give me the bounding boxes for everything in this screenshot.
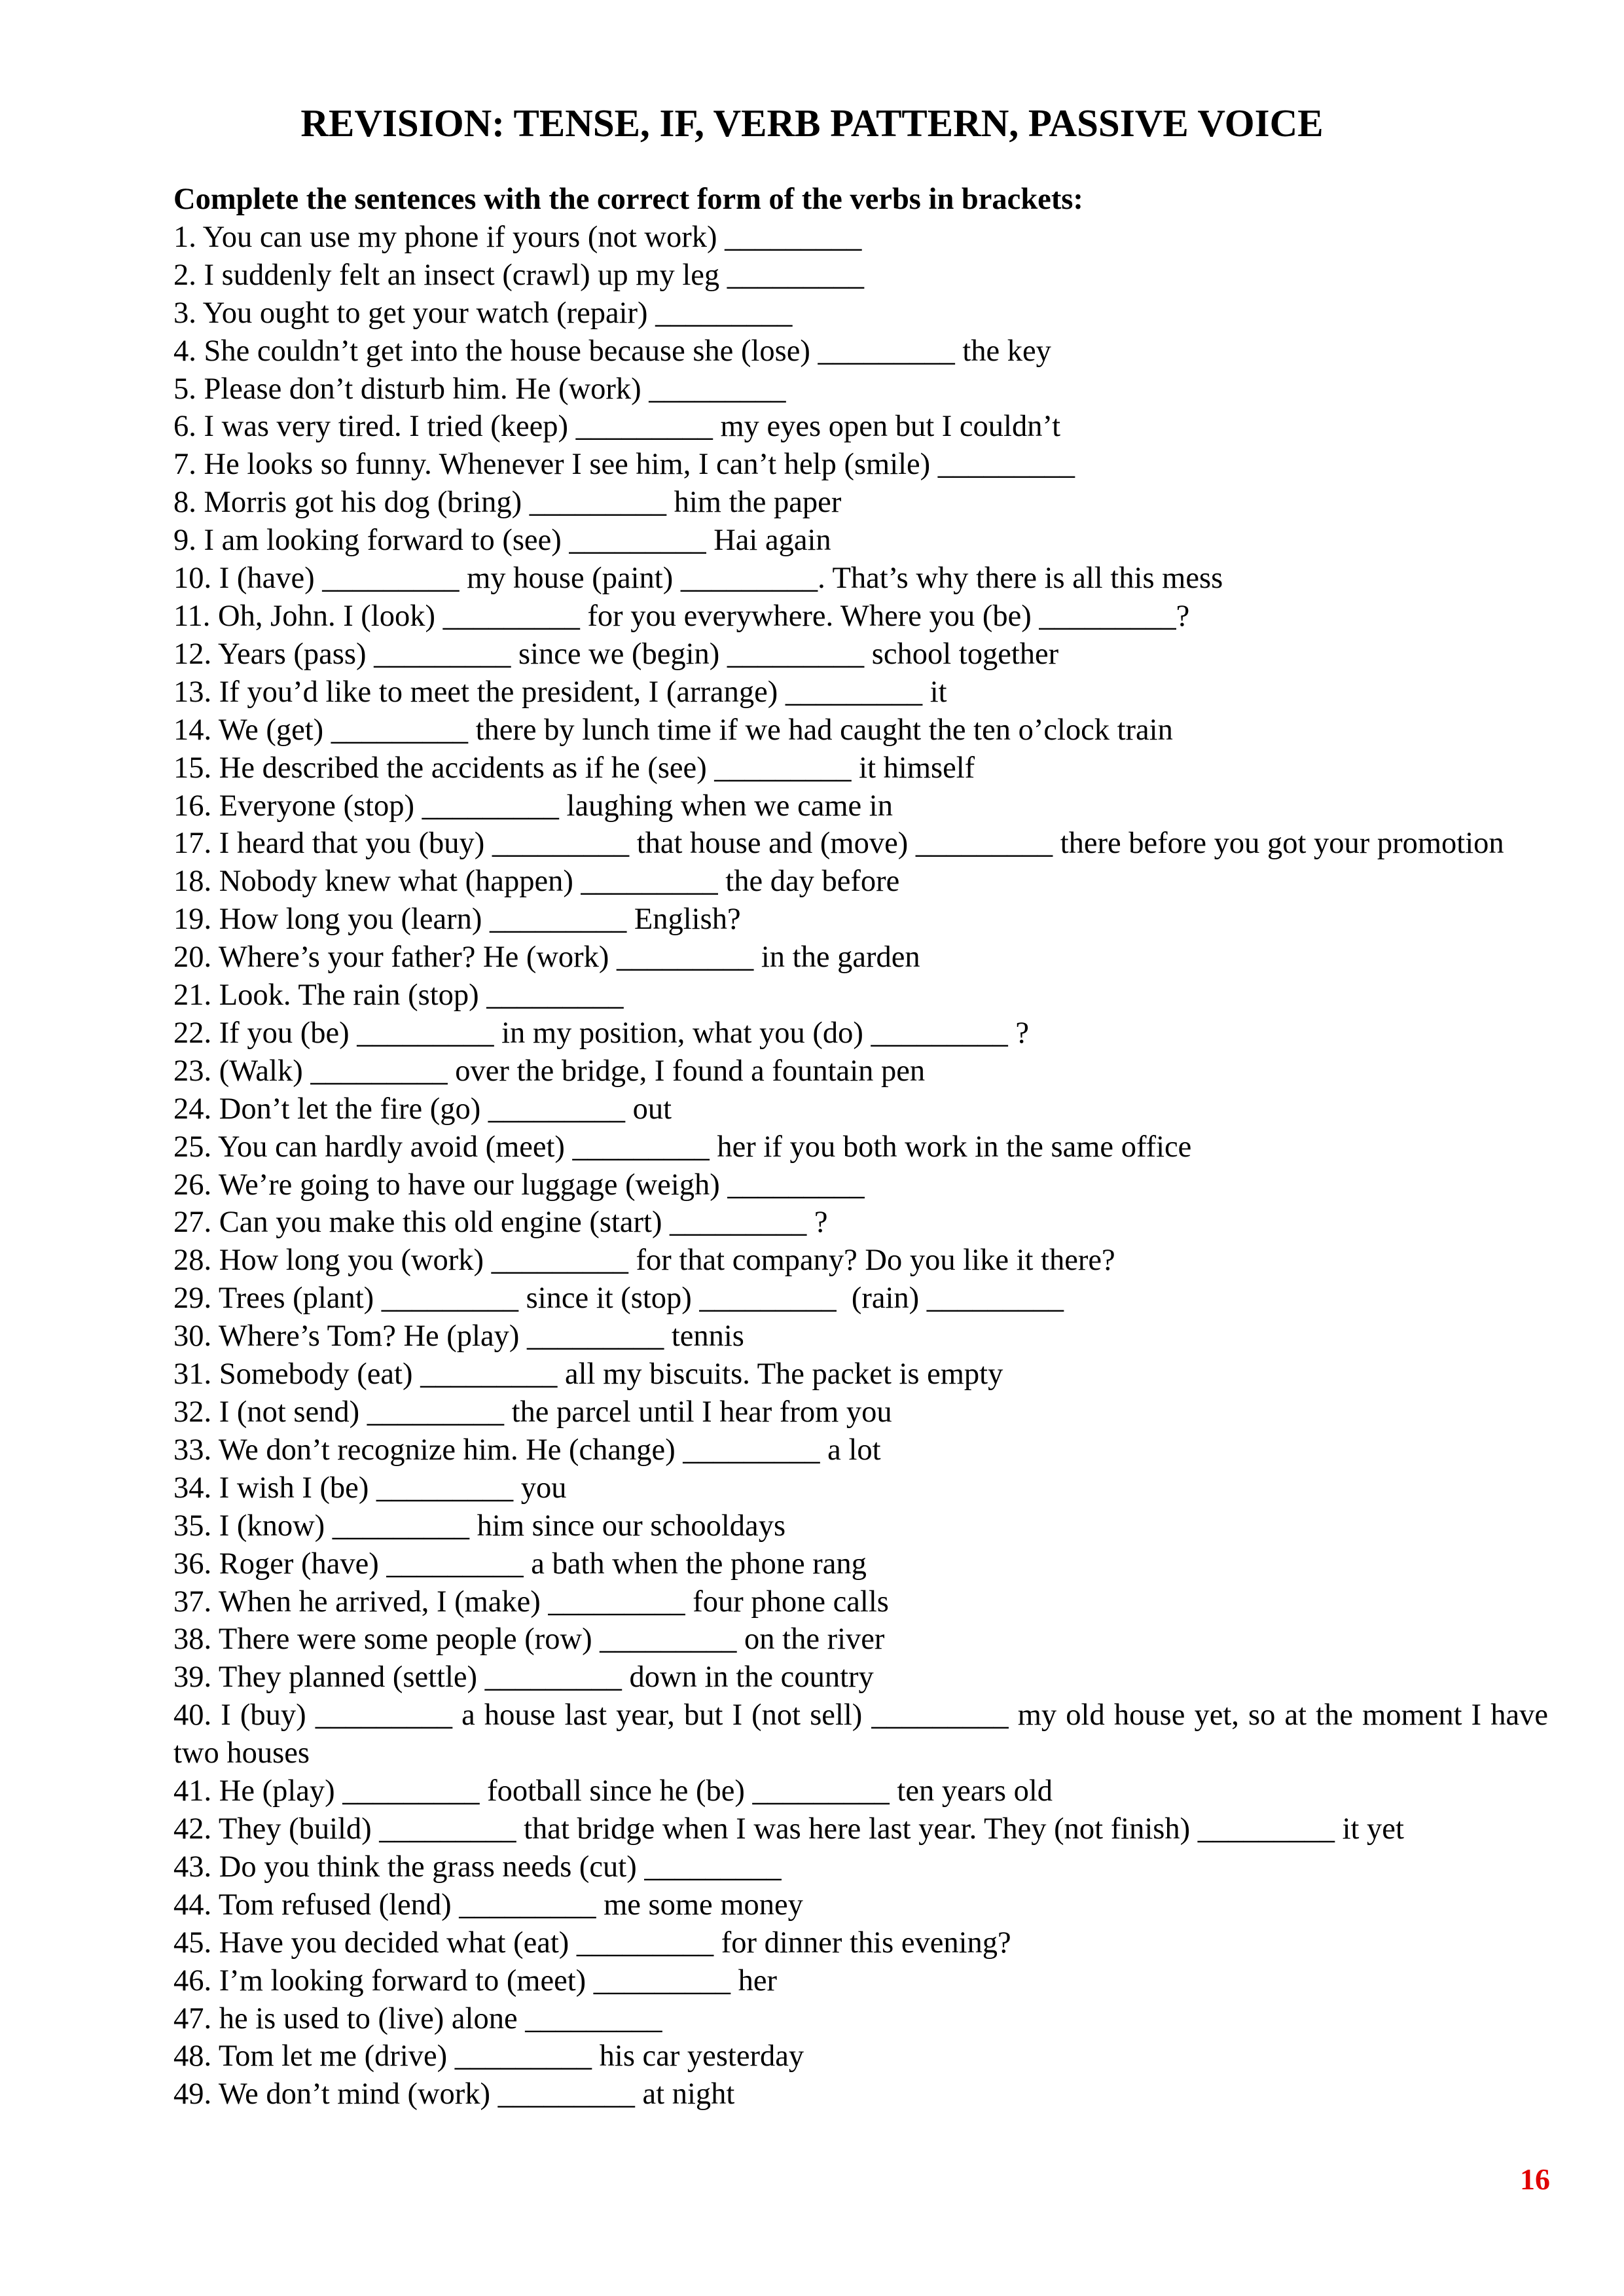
exercise-item-45: 45. Have you decided what (eat) _________ for dinner this evening? xyxy=(173,1926,1011,1960)
exercise-item-11: 11. Oh, John. I (look) _________ for you everywhere. Where you (be) _________? xyxy=(173,599,1190,633)
exercise-item-49: 49. We don’t mind (work) _________ at night xyxy=(173,2077,735,2111)
exercise-item-30: 30. Where’s Tom? He (play) _________ tennis xyxy=(173,1319,744,1354)
exercise-item-28: 28. How long you (work) _________ for that company? Do you like it there? xyxy=(173,1244,1115,1278)
exercise-item-2: 2. I suddenly felt an insect (crawl) up my leg _________ xyxy=(173,258,865,292)
exercise-item-5: 5. Please don’t disturb him. He (work) _________ xyxy=(173,372,786,406)
exercise-item-3: 3. You ought to get your watch (repair) _________ xyxy=(173,296,793,330)
exercise-item-24: 24. Don’t let the fire (go) _________ out xyxy=(173,1092,672,1126)
exercise-item-32: 32. I (not send) _________ the parcel until I hear from you xyxy=(173,1395,892,1429)
page-number: 16 xyxy=(1520,2162,1550,2196)
exercise-item-16: 16. Everyone (stop) _________ laughing when we came in xyxy=(173,789,893,823)
exercise-instruction: Complete the sentences with the correct form of the verbs in brackets: xyxy=(173,183,1083,216)
exercise-item-10: 10. I (have) _________ my house (paint) _________. That’s why there is all this mess xyxy=(173,562,1223,596)
exercise-item-42: 42. They (build) _________ that bridge when I was here last year. They (not finish) _________ it yet xyxy=(173,1812,1404,1846)
exercise-item-40: 40. I (buy) _________ a house last year, but I (not sell) _________ my old house yet, so at the moment I have two houses xyxy=(173,1698,1548,1770)
exercise-item-17: 17. I heard that you (buy) _________ that house and (move) _________ there before you got your promotion xyxy=(173,827,1504,861)
exercise-item-27: 27. Can you make this old engine (start) _________ ? xyxy=(173,1206,828,1240)
exercise-item-29: 29. Trees (plant) _________ since it (stop) _________ (rain) _________ xyxy=(173,1282,1064,1316)
exercise-item-22: 22. If you (be) _________ in my position, what you (do) _________ ? xyxy=(173,1016,1030,1050)
exercise-item-20: 20. Where’s your father? He (work) _________ in the garden xyxy=(173,941,920,975)
exercise-item-43: 43. Do you think the grass needs (cut) _________ xyxy=(173,1850,782,1884)
exercise-item-13: 13. If you’d like to meet the president, I (arrange) _________ it xyxy=(173,675,947,709)
exercise-item-46: 46. I’m looking forward to (meet) _________ her xyxy=(173,1964,778,1998)
exercise-item-37: 37. When he arrived, I (make) _________ four phone calls xyxy=(173,1585,889,1619)
exercise-item-9: 9. I am looking forward to (see) _________ Hai again xyxy=(173,524,831,558)
exercise-item-21: 21. Look. The rain (stop) _________ xyxy=(173,978,624,1013)
exercise-item-6: 6. I was very tired. I tried (keep) _________ my eyes open but I couldn’t xyxy=(173,410,1061,444)
exercise-item-14: 14. We (get) _________ there by lunch time if we had caught the ten o’clock train xyxy=(173,713,1173,747)
exercise-item-48: 48. Tom let me (drive) _________ his car yesterday xyxy=(173,2039,804,2073)
page-title: REVISION: TENSE, IF, VERB PATTERN, PASSIVE VOICE xyxy=(300,101,1324,145)
exercise-item-8: 8. Morris got his dog (bring) _________ him the paper xyxy=(173,486,842,520)
exercise-item-47: 47. he is used to (live) alone _________ xyxy=(173,2001,662,2036)
exercise-item-31: 31. Somebody (eat) _________ all my biscuits. The packet is empty xyxy=(173,1357,1003,1391)
exercise-item-44: 44. Tom refused (lend) _________ me some money xyxy=(173,1888,803,1922)
exercise-item-41: 41. He (play) _________ football since he (be) _________ ten years old xyxy=(173,1774,1053,1808)
exercise-item-38: 38. There were some people (row) _________ on the river xyxy=(173,1623,885,1657)
exercise-item-12: 12. Years (pass) _________ since we (begin) _________ school together xyxy=(173,637,1059,671)
exercise-item-39: 39. They planned (settle) _________ down in the country xyxy=(173,1660,874,1695)
exercise-item-35: 35. I (know) _________ him since our schooldays xyxy=(173,1509,786,1543)
exercise-item-33: 33. We don’t recognize him. He (change) _________ a lot xyxy=(173,1433,881,1467)
exercise-item-4: 4. She couldn’t get into the house because she (lose) _________ the key xyxy=(173,334,1051,368)
exercise-item-34: 34. I wish I (be) _________ you xyxy=(173,1471,567,1505)
exercise-item-19: 19. How long you (learn) _________ English? xyxy=(173,903,741,937)
exercise-item-1: 1. You can use my phone if yours (not work) _________ xyxy=(173,220,862,254)
exercise-body xyxy=(173,181,1548,2113)
exercise-item-26: 26. We’re going to have our luggage (weigh) _________ xyxy=(173,1168,865,1202)
exercise-item-7: 7. He looks so funny. Whenever I see him, I can’t help (smile) _________ xyxy=(173,448,1075,482)
exercise-item-23: 23. (Walk) _________ over the bridge, I found a fountain pen xyxy=(173,1054,926,1088)
exercise-item-15: 15. He described the accidents as if he (see) _________ it himself xyxy=(173,751,975,785)
exercise-item-36: 36. Roger (have) _________ a bath when the phone rang xyxy=(173,1547,867,1581)
exercise-item-25: 25. You can hardly avoid (meet) _________ her if you both work in the same office xyxy=(173,1130,1192,1164)
exercise-item-18: 18. Nobody knew what (happen) _________ the day before xyxy=(173,865,900,899)
